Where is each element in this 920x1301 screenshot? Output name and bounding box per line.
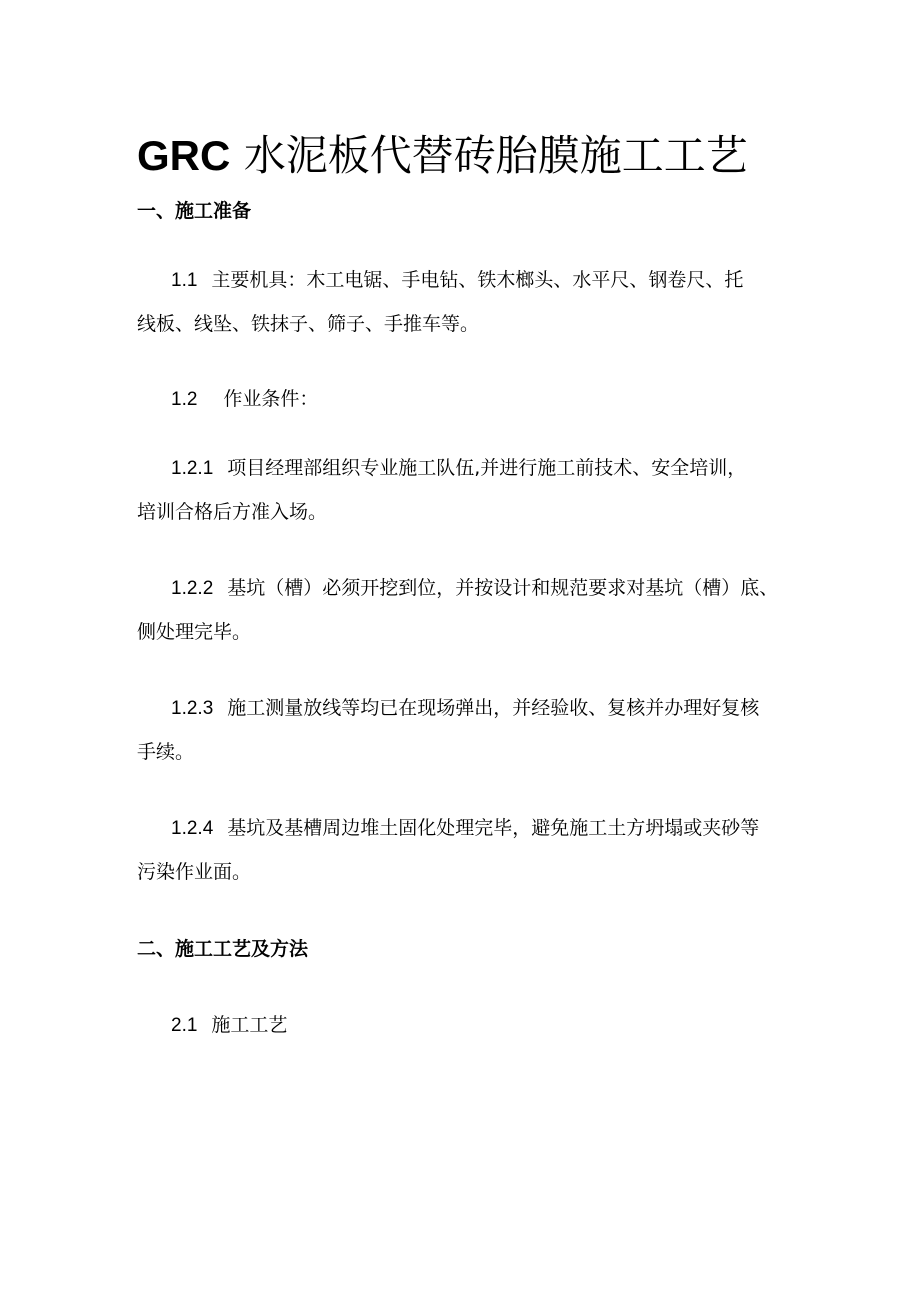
clause-number: 1.2.2 [171, 578, 214, 599]
clause-text: 施工测量放线等均已在现场弹出，并经验收、复核并办理好复核 [227, 697, 760, 719]
clause-text: 施工工艺 [211, 1014, 288, 1036]
clause-number: 1.2.4 [171, 818, 214, 839]
clause-text: 基坑及基槽周边堆土固化处理完毕，避免施工土方坍塌或夹砂等 [227, 817, 760, 839]
paragraph-line [137, 1003, 797, 1047]
document-title [137, 128, 748, 184]
paragraph-line: 污染作业面。 [137, 861, 252, 883]
paragraph-1-2-4 [137, 806, 797, 894]
clause-text: 主要机具：木工电锯、手电钻、铁木榔头、水平尺、钢卷尺、托 [211, 269, 744, 291]
paragraph-line [137, 446, 797, 490]
paragraph-line [137, 258, 797, 302]
paragraph-line: 线板、线坠、铁抹子、筛子、手推车等。 [137, 313, 480, 335]
paragraph-1-1 [137, 258, 797, 346]
clause-text: 作业条件： [223, 388, 319, 410]
paragraph-line [137, 806, 797, 850]
paragraph-line: 侧处理完毕。 [137, 621, 252, 643]
paragraph-2-1 [137, 1003, 797, 1047]
paragraph-line [137, 377, 797, 421]
clause-number: 1.2 [171, 389, 198, 410]
paragraph-1-2 [137, 377, 797, 421]
clause-text: 项目经理部组织专业施工队伍,并进行施工前技术、安全培训， [227, 457, 747, 479]
paragraph-1-2-3 [137, 686, 797, 774]
title-cjk: 水泥板代替砖胎膜施工工艺 [243, 131, 748, 180]
clause-number: 1.2.1 [171, 458, 214, 479]
clause-number: 1.2.3 [171, 698, 214, 719]
paragraph-line: 培训合格后方准入场。 [137, 501, 328, 523]
paragraph-line [137, 686, 797, 730]
clause-number: 2.1 [171, 1015, 198, 1036]
paragraph-line: 手续。 [137, 741, 195, 763]
paragraph-1-2-1 [137, 446, 797, 534]
paragraph-line [137, 566, 797, 610]
clause-number: 1.1 [171, 270, 198, 291]
title-latin: GRC [137, 132, 231, 179]
section-heading-2: 二、施工工艺及方法 [137, 938, 309, 960]
clause-text: 基坑（槽）必须开挖到位，并按设计和规范要求对基坑（槽）底、 [227, 577, 779, 599]
section-heading-1: 一、施工准备 [137, 200, 252, 222]
paragraph-1-2-2 [137, 566, 797, 654]
